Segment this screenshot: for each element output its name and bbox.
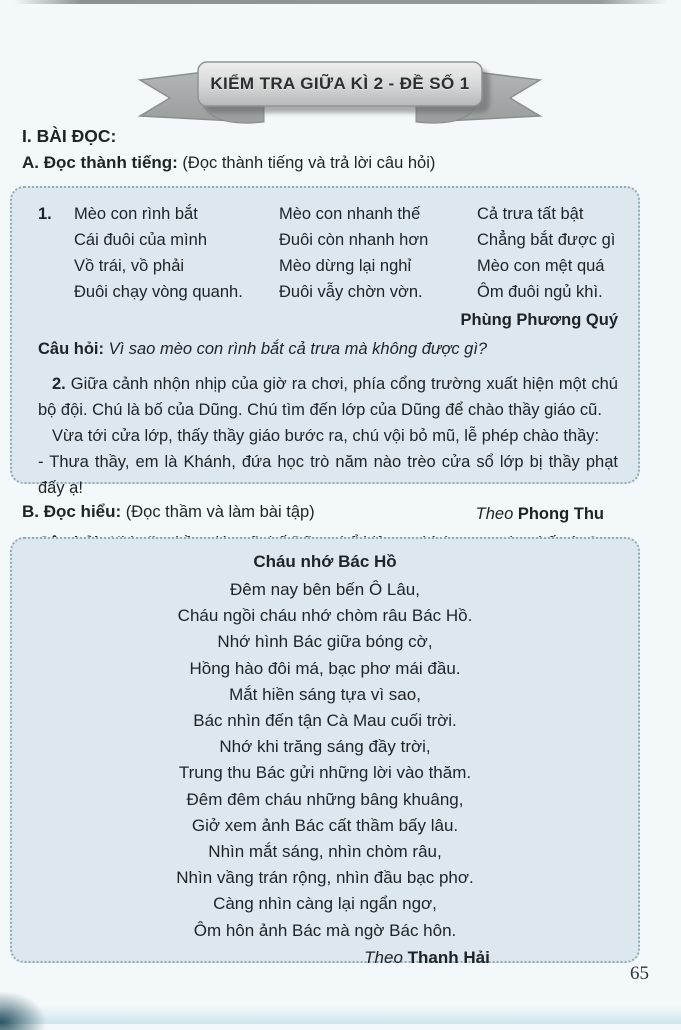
poem-line: Mắt hiền sáng tựa vì sao,	[229, 684, 421, 704]
poem-line: Giở xem ảnh Bác cất thầm bấy lâu.	[191, 815, 459, 835]
comprehension-poem-box	[10, 537, 640, 967]
poem-line: Đuôi còn nhanh hơn	[279, 231, 429, 249]
poem-line: Đêm đêm cháu những bâng khuâng,	[186, 789, 464, 809]
section-a-heading	[22, 153, 435, 173]
exercise-2-paragraph-3: - Thưa thầy, em là Khánh, đứa học trò năm nào trèo cửa sổ lớp bị thầy phạt đấy ạ!	[38, 453, 618, 497]
cat-poem-columns	[38, 201, 618, 305]
poem-attribution	[364, 945, 490, 971]
scan-smudge	[0, 990, 48, 1030]
poem-line: Chẳng bắt được gì	[477, 231, 616, 249]
story-author: Phong Thu	[517, 505, 604, 523]
page-number: 65	[630, 963, 649, 984]
poem-line: Càng nhìn càng lại ngẩn ngơ,	[213, 894, 437, 914]
attribution-prefix: Theo	[364, 947, 408, 967]
section-b-heading	[22, 502, 315, 522]
poem-line: Mèo con nhanh thế	[279, 205, 421, 223]
exam-title: KIỂM TRA GIỮA KÌ 2 - ĐỀ SỐ 1	[210, 74, 470, 93]
poem-line: Cái đuôi của mình	[74, 231, 207, 249]
exercise-2-number: 2.	[52, 375, 66, 393]
poem-line: Đuôi vẫy chờn vờn.	[279, 283, 423, 301]
exercise-1-number: 1.	[38, 205, 52, 223]
cat-poem-author: Phùng Phương Quý	[460, 311, 618, 329]
poem-title: Cháu nhớ Bác Hồ	[253, 552, 397, 571]
poem-line: Nhớ hình Bác giữa bóng cờ,	[217, 632, 433, 652]
scan-edge-top	[0, 0, 681, 4]
poem-author: Thanh Hải	[407, 947, 490, 967]
poem-line: Hồng hào đôi má, bạc phơ mái đầu.	[189, 658, 461, 678]
question-1-text: Vì sao mèo con rình bắt cả trưa mà không được gì?	[104, 340, 488, 358]
poem-line: Đêm nay bên bến Ô Lâu,	[230, 580, 420, 599]
section-a-label: A. Đọc thành tiếng:	[22, 153, 178, 172]
poem-line: Bác nhìn đến tận Cà Mau cuối trời.	[193, 711, 457, 731]
section-b-note: (Đọc thầm và làm bài tập)	[121, 503, 315, 521]
poem-line: Nhìn vầng trán rộng, nhìn đầu bạc phơ.	[176, 868, 474, 888]
poem-line: Cả trưa tất bật	[477, 205, 584, 223]
poem-line: Đuôi chạy vòng quanh.	[74, 283, 243, 301]
exercise-2-paragraph-2: Vừa tới cửa lớp, thấy thầy giáo bước ra, chú vội bỏ mũ, lễ phép chào thầy:	[52, 427, 600, 445]
cat-poem-column-2	[279, 201, 477, 305]
poem-line: Nhìn mắt sáng, nhìn chòm râu,	[208, 842, 442, 862]
section-b-label: B. Đọc hiểu:	[22, 502, 122, 521]
section-heading-reading: I. BÀI ĐỌC:	[22, 126, 117, 146]
question-1-label: Câu hỏi:	[38, 340, 104, 358]
scan-edge-bottom	[0, 1006, 681, 1024]
poem-line: Mèo con mệt quá	[477, 257, 605, 275]
poem-line: Vồ trái, vồ phải	[74, 257, 185, 275]
poem-line: Mèo dừng lại nghỉ	[279, 257, 412, 275]
poem-line: Cháu ngồi cháu nhớ chòm râu Bác Hồ.	[177, 606, 473, 626]
cat-poem-column-3	[477, 201, 618, 305]
poem-line: Mèo con rình bắt	[74, 205, 198, 223]
poem-line: Nhớ khi trăng sáng đầy trời,	[219, 737, 431, 757]
cat-poem-column-1	[74, 201, 279, 305]
section-a-note: (Đọc thành tiếng và trả lời câu hỏi)	[177, 154, 436, 172]
exercise-2-paragraph-1-text: Giữa cảnh nhộn nhịp của giờ ra chơi, phía cổng trường xuất hiện một chú bộ đội. Chú là bố của Dũng. Chú tìm đến lớp của Dũng để chào thầy giáo cũ.	[38, 375, 618, 419]
poem-line: Ôm hôn ảnh Bác mà ngờ Bác hôn.	[193, 920, 457, 940]
poem-line: Ôm đuôi ngủ khì.	[477, 283, 603, 301]
poem-line: Trung thu Bác gửi những lời vào thăm.	[178, 763, 472, 783]
exercise-2-paragraph-1	[38, 371, 618, 423]
question-1	[38, 336, 618, 362]
attribution-prefix: Theo	[475, 505, 518, 523]
